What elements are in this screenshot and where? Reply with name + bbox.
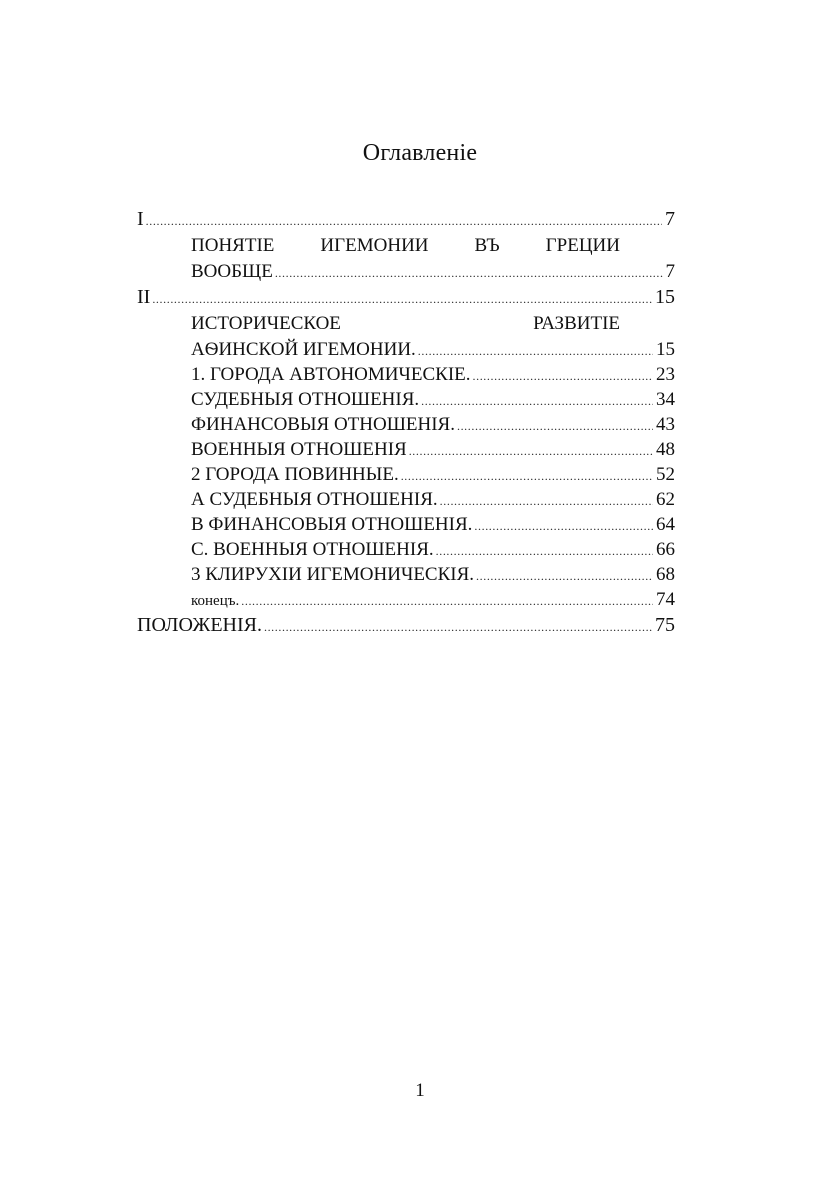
dot-leader bbox=[436, 539, 653, 564]
toc-entry-page: 74 bbox=[656, 589, 675, 610]
toc-entry-page: 52 bbox=[656, 464, 675, 485]
toc-entry-chapter-1[interactable] bbox=[137, 206, 675, 233]
dot-leader bbox=[440, 489, 653, 514]
dot-leader bbox=[152, 286, 652, 313]
toc-entry-label: В ФИНАНСОВЫЯ ОТНОШЕНІЯ. bbox=[191, 514, 473, 535]
toc-entry-label: 3 КЛИРУХІИ ИГЕМОНИЧЕСКІЯ. bbox=[191, 564, 475, 585]
toc-entry-label: ФИНАНСОВЫЯ ОТНОШЕНІЯ. bbox=[191, 414, 455, 435]
toc-entry-label: II bbox=[137, 286, 151, 308]
toc-entry-page: 48 bbox=[656, 439, 675, 460]
toc-entry-label: СУДЕБНЫЯ ОТНОШЕНІЯ. bbox=[191, 389, 420, 410]
dot-leader bbox=[476, 564, 653, 589]
toc-entry-label: конецъ. bbox=[191, 593, 240, 609]
dot-leader bbox=[401, 464, 653, 489]
toc-entry-page: 34 bbox=[656, 389, 675, 410]
toc-entry-page: 15 bbox=[656, 339, 675, 360]
toc-entry[interactable] bbox=[137, 537, 675, 562]
toc-entry-page: 43 bbox=[656, 414, 675, 435]
toc-entry-label-line[interactable]: ИСТОРИЧЕСКОЕ РАЗВИТІЕ bbox=[191, 313, 620, 334]
toc-entry-chapter-3[interactable] bbox=[137, 612, 675, 639]
toc-entry-section-hegemony[interactable] bbox=[137, 259, 675, 284]
toc-entry-page: 66 bbox=[656, 539, 675, 560]
toc-entry-section-athenian[interactable] bbox=[137, 337, 675, 362]
toc-entry-page: 64 bbox=[656, 514, 675, 535]
toc-entry-chapter-2[interactable] bbox=[137, 284, 675, 311]
toc-entry-label: 2 ГОРОДА ПОВИННЫЕ. bbox=[191, 464, 399, 485]
toc-entry-page: 75 bbox=[655, 614, 675, 636]
dot-leader bbox=[421, 389, 653, 414]
dot-leader bbox=[457, 414, 653, 439]
toc-entry-page: 62 bbox=[656, 489, 675, 510]
toc-entry-page: 7 bbox=[665, 261, 675, 282]
toc-entry[interactable] bbox=[137, 587, 675, 612]
toc-entry-label: А СУДЕБНЫЯ ОТНОШЕНІЯ. bbox=[191, 489, 438, 510]
toc-entry[interactable] bbox=[137, 512, 675, 537]
table-of-contents bbox=[137, 206, 675, 639]
toc-entry[interactable] bbox=[137, 362, 675, 387]
toc-entry-label: АѲИНСКОЙ ИГЕМОНИИ. bbox=[191, 339, 416, 360]
toc-entry-label: ВООБЩЕ bbox=[191, 261, 273, 282]
dot-leader bbox=[418, 339, 653, 364]
toc-entry[interactable] bbox=[137, 437, 675, 462]
dot-leader bbox=[409, 439, 653, 464]
dot-leader bbox=[146, 208, 662, 235]
toc-entry-label: 1. ГОРОДА АВТОНОМИЧЕСКІЕ. bbox=[191, 364, 471, 385]
toc-entry-label: С. ВОЕННЫЯ ОТНОШЕНІЯ. bbox=[191, 539, 434, 560]
toc-entry-label: I bbox=[137, 208, 144, 230]
toc-entry-label: ПОЛОЖЕНІЯ. bbox=[137, 614, 262, 636]
toc-entry[interactable] bbox=[137, 462, 675, 487]
toc-entry-label-line[interactable]: ПОНЯТІЕ ИГЕМОНИИ ВЪ ГРЕЦИИ bbox=[191, 235, 620, 256]
dot-leader bbox=[473, 364, 654, 389]
toc-entry[interactable] bbox=[137, 562, 675, 587]
toc-entry-page: 68 bbox=[656, 564, 675, 585]
dot-leader bbox=[241, 589, 653, 614]
dot-leader bbox=[474, 514, 653, 539]
toc-entry[interactable] bbox=[137, 487, 675, 512]
toc-entry[interactable] bbox=[137, 387, 675, 412]
toc-entry-page: 15 bbox=[655, 286, 675, 308]
toc-entry-page: 23 bbox=[656, 364, 675, 385]
dot-leader bbox=[275, 261, 663, 286]
toc-entry[interactable] bbox=[137, 412, 675, 437]
toc-entry-label: ВОЕННЫЯ ОТНОШЕНІЯ bbox=[191, 439, 407, 460]
page-number: 1 bbox=[415, 1080, 425, 1101]
page-title: Оглавленіе bbox=[362, 140, 478, 166]
dot-leader bbox=[264, 614, 652, 641]
toc-entry-page: 7 bbox=[665, 208, 675, 230]
